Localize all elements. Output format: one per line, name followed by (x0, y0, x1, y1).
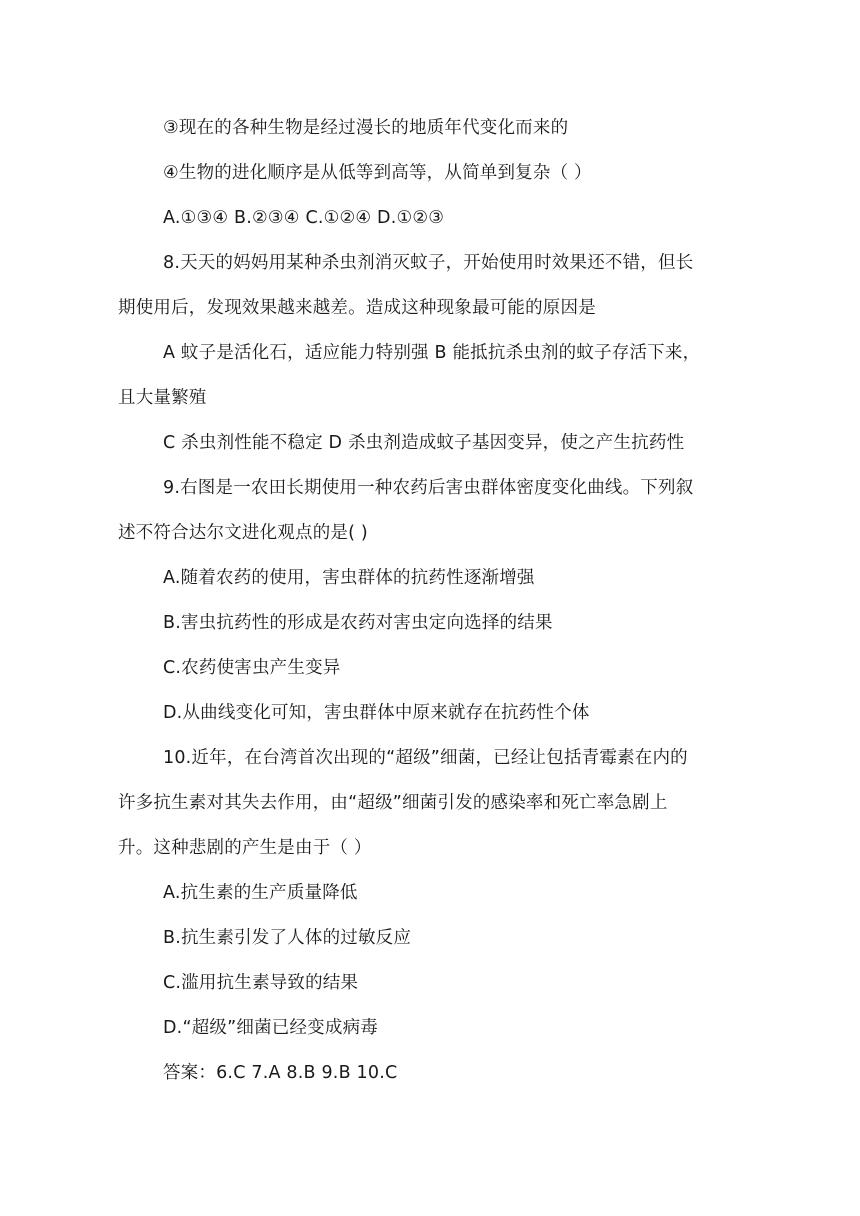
answer-options: A 蚊子是活化石，适应能力特别强 B 能抵抗杀虫剂的蚊子存活下来， (163, 343, 701, 363)
text-line: 述不符合达尔文进化观点的是( ) (118, 523, 368, 543)
question-10: 10.近年，在台湾首次出现的“超级”细菌，已经让包括青霉素在内的 (163, 748, 688, 768)
text-line: 期使用后，发现效果越来越差。造成这种现象最可能的原因是 (118, 298, 596, 318)
question-8: 8.天天的妈妈用某种杀虫剂消灭蚊子，开始使用时效果还不错，但长 (163, 253, 694, 273)
answer-option: A.随着农药的使用，害虫群体的抗药性逐渐增强 (163, 568, 535, 588)
answer-option: C.滥用抗生素导致的结果 (163, 973, 359, 993)
answer-option: B.抗生素引发了人体的过敏反应 (163, 928, 412, 948)
question-9: 9.右图是一农田长期使用一种农药后害虫群体密度变化曲线。下列叙 (163, 478, 694, 498)
answer-option: C.农药使害虫产生变异 (163, 658, 341, 678)
answer-option: B.害虫抗药性的形成是农药对害虫定向选择的结果 (163, 613, 553, 633)
answer-options: C 杀虫剂性能不稳定 D 杀虫剂造成蚊子基因变异，使之产生抗药性 (163, 433, 685, 453)
text-line: ④生物的进化顺序是从低等到高等，从简单到复杂（ ） (163, 163, 592, 183)
text-line: 且大量繁殖 (118, 388, 207, 408)
text-line: 许多抗生素对其失去作用，由“超级”细菌引发的感染率和死亡率急剧上 (118, 793, 668, 813)
answer-option: D.“超级”细菌已经变成病毒 (163, 1018, 378, 1038)
answer-option: D.从曲线变化可知，害虫群体中原来就存在抗药性个体 (163, 703, 590, 723)
answer-option: A.抗生素的生产质量降低 (163, 883, 358, 903)
answer-options: A.①③④ B.②③④ C.①②④ D.①②③ (163, 208, 445, 228)
text-line: ③现在的各种生物是经过漫长的地质年代变化而来的 (163, 118, 569, 138)
answer-key: 答案：6.C 7.A 8.B 9.B 10.C (163, 1063, 398, 1083)
text-line: 升。这种悲剧的产生是由于（ ） (118, 838, 372, 858)
